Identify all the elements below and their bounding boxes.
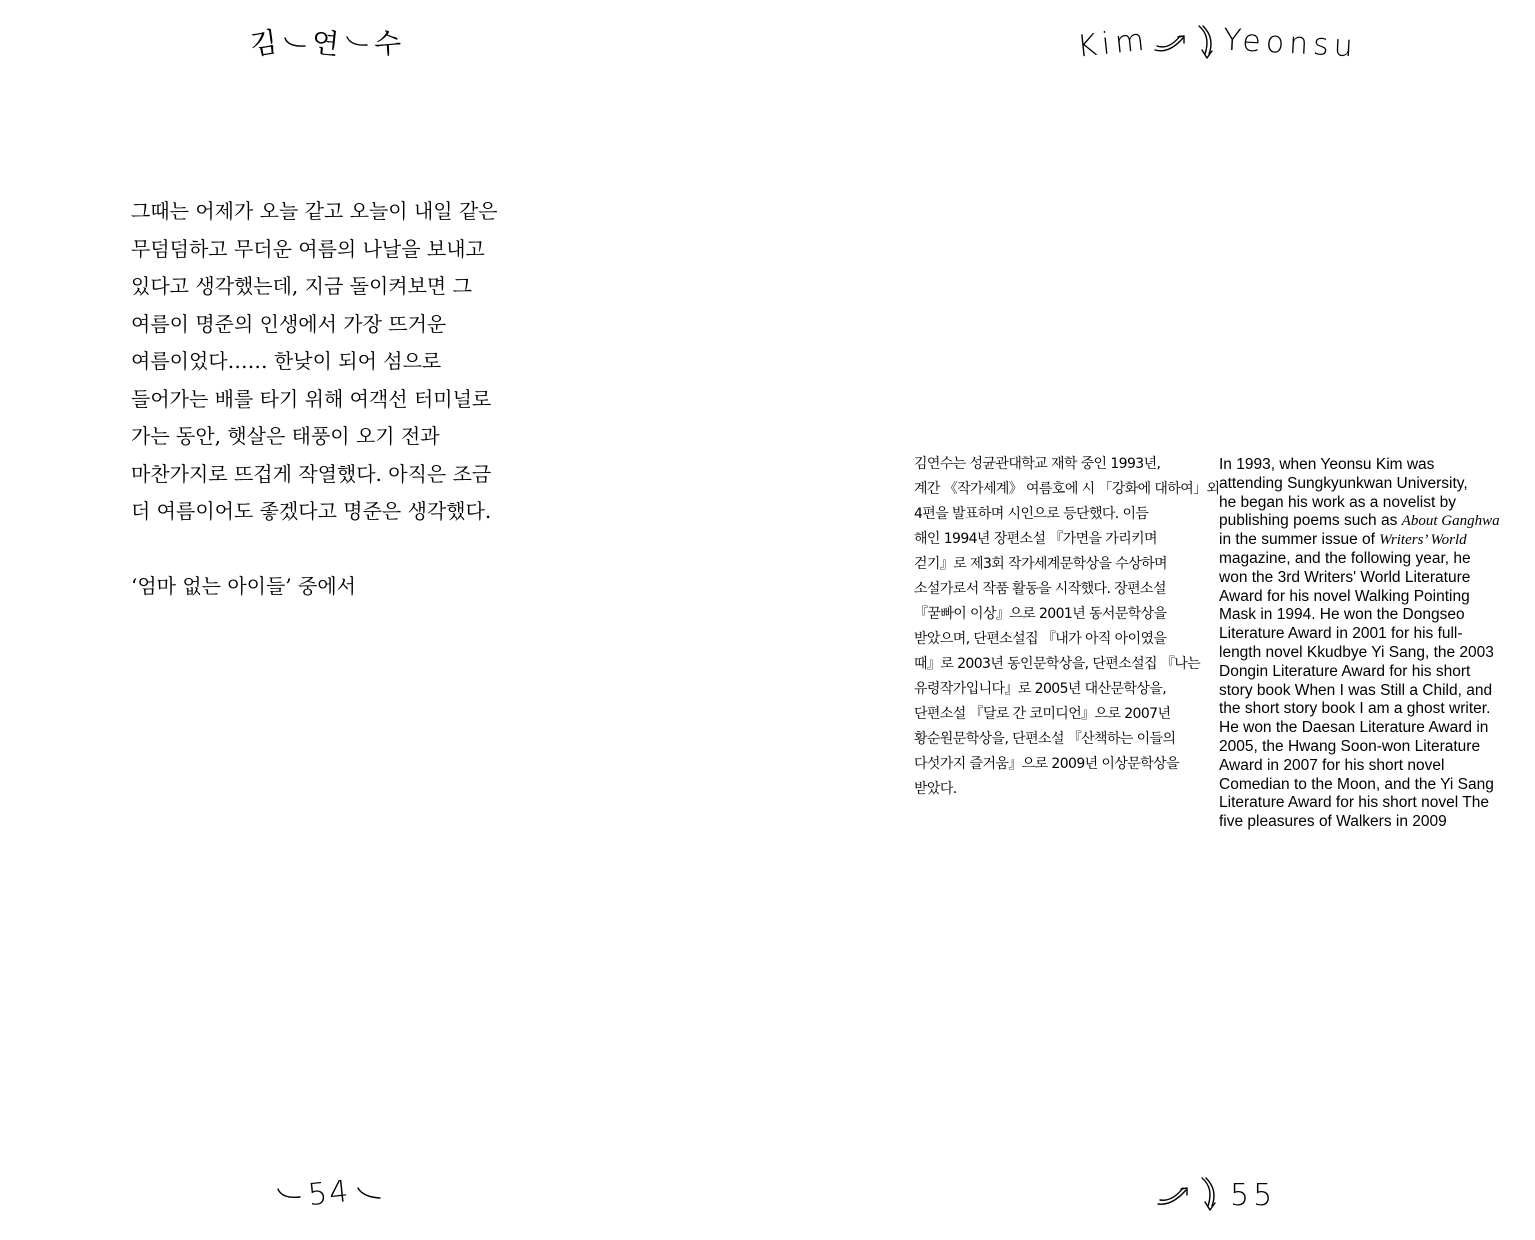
down-arrow-icon: [1198, 1176, 1220, 1214]
bio-line: 때』로 2003년 동인문학상을, 단편소설집 『나는: [914, 656, 1201, 672]
magazine-title: Writers’ World: [1379, 532, 1467, 549]
bio-line: 소설가로서 작품 활동을 시작했다. 장편소설: [914, 581, 1166, 597]
header-char: 김: [248, 25, 281, 62]
bio-line: 걷기』로 제3회 작가세계문학상을 수상하며: [914, 556, 1167, 572]
header-word: Yeonsu: [1222, 21, 1359, 65]
excerpt-line: 그때는 어제가 오늘 같고 오늘이 내일 같은: [131, 199, 498, 223]
page-number-right: [1152, 1176, 1276, 1214]
squiggle-icon: [276, 1184, 302, 1204]
bio-line: 계간 《작가세계》 여름호에 시 「강화에 대하여」외: [914, 481, 1220, 497]
down-arrow-icon: [1195, 24, 1217, 62]
bio-line: He won the Daesan Literature Award in: [1219, 719, 1489, 737]
bio-line: 『꾿빠이 이상』으로 2001년 동서문학상을: [914, 606, 1167, 622]
curved-arrow-icon: [1153, 30, 1189, 56]
excerpt-line: 마찬가지로 뜨겁게 작열했다. 아직은 조금: [131, 461, 492, 486]
excerpt-source: ‘엄마 없는 아이들’ 중에서: [131, 574, 356, 598]
bio-line: Dongin Literature Award for his short: [1219, 662, 1471, 680]
bio-line: 다섯가지 즐거움』으로 2009년 이상문학상을: [914, 756, 1179, 772]
author-bio-english: [1219, 456, 1515, 832]
excerpt-line: 여름이 명준의 인생에서 가장 뜨거운: [131, 311, 447, 336]
bio-line: 받았으며, 단편소설집 『내가 아직 아이였을: [914, 631, 1167, 647]
bio-line: Award for his novel Walking Pointing: [1219, 587, 1470, 605]
bio-line: 황순원문학상을, 단편소설 『산책하는 이들의: [914, 731, 1176, 747]
bio-line: Award in 2007 for his short novel: [1219, 756, 1445, 774]
header-char: 수: [373, 26, 404, 61]
excerpt-line: 여름이었다…… 한낮이 되어 섬으로: [131, 349, 442, 373]
excerpt-line: 무덤덤하고 무더운 여름의 나날을 보내고: [131, 236, 485, 261]
bio-line: Comedian to the Moon, and the Yi Sang: [1219, 775, 1494, 793]
bio-text: publishing poems such as: [1219, 512, 1402, 530]
bio-line: 2005, the Hwang Soon-won Literature: [1219, 737, 1481, 755]
bio-line: five pleasures of Walkers in 2009: [1219, 813, 1447, 831]
bio-line: attending Sungkyunkwan University,: [1219, 474, 1468, 492]
bio-line: won the 3rd Writers' World Literature: [1219, 568, 1471, 586]
bio-line: he began his work as a novelist by: [1219, 493, 1456, 511]
bio-line: 단편소설 『달로 간 코미디언』으로 2007년: [914, 706, 1171, 722]
novel-excerpt: [131, 193, 531, 531]
bio-line: Mask in 1994. He won the Dongseo: [1219, 606, 1465, 624]
work-title: About Ganghwa: [1401, 513, 1500, 530]
bio-line: 김연수는 성균관대학교 재학 중인 1993년,: [914, 456, 1161, 472]
bio-line: story book When I was Still a Child, and: [1219, 681, 1493, 699]
page-number-left: [276, 1173, 382, 1214]
header-word: Kim: [1075, 21, 1151, 65]
bio-line: 4편을 발표하며 시인으로 등단했다. 이듬: [914, 506, 1149, 522]
squiggle-icon: [356, 1184, 382, 1204]
curved-arrow-icon: [1156, 1182, 1192, 1208]
left-page: [0, 0, 767, 1240]
folio-number: 55: [1230, 1177, 1277, 1213]
bio-text: in the summer issue of: [1219, 531, 1380, 549]
running-header-english: [1075, 21, 1359, 65]
right-page: [767, 0, 1535, 1240]
running-header-korean: [250, 22, 402, 62]
excerpt-line: 들어가는 배를 타기 위해 여객선 터미널로: [131, 386, 492, 411]
bio-line: [1219, 512, 1515, 531]
bio-line: In 1993, when Yeonsu Kim was: [1219, 456, 1435, 473]
bio-line: Literature Award in 2001 for his full-: [1219, 625, 1463, 643]
bio-line: 해인 1994년 장편소설 『가면을 가리키며: [914, 531, 1157, 547]
bio-line: Literature Award for his short novel The: [1219, 794, 1489, 812]
bio-line: length novel Kkudbye Yi Sang, the 2003: [1219, 643, 1494, 661]
squiggle-icon: [282, 32, 308, 52]
bio-line: 받았다.: [914, 781, 957, 797]
folio-number: 54: [306, 1173, 352, 1214]
bio-line: [1219, 531, 1515, 550]
header-char: 연: [310, 25, 342, 62]
excerpt-line: 가는 동안, 햇살은 태풍이 오기 전과: [131, 424, 440, 448]
excerpt-line: 더 여름이어도 좋겠다고 명준은 생각했다.: [131, 499, 492, 523]
excerpt-line: 있다고 생각했는데, 지금 돌이켜보면 그: [131, 274, 472, 298]
author-bio-korean: [914, 452, 1220, 802]
bio-line: the short story book I am a ghost writer.: [1219, 700, 1491, 718]
squiggle-icon: [344, 32, 370, 52]
bio-line: magazine, and the following year, he: [1219, 549, 1471, 567]
bio-line: 유령작가입니다』로 2005년 대산문학상을,: [914, 681, 1167, 697]
